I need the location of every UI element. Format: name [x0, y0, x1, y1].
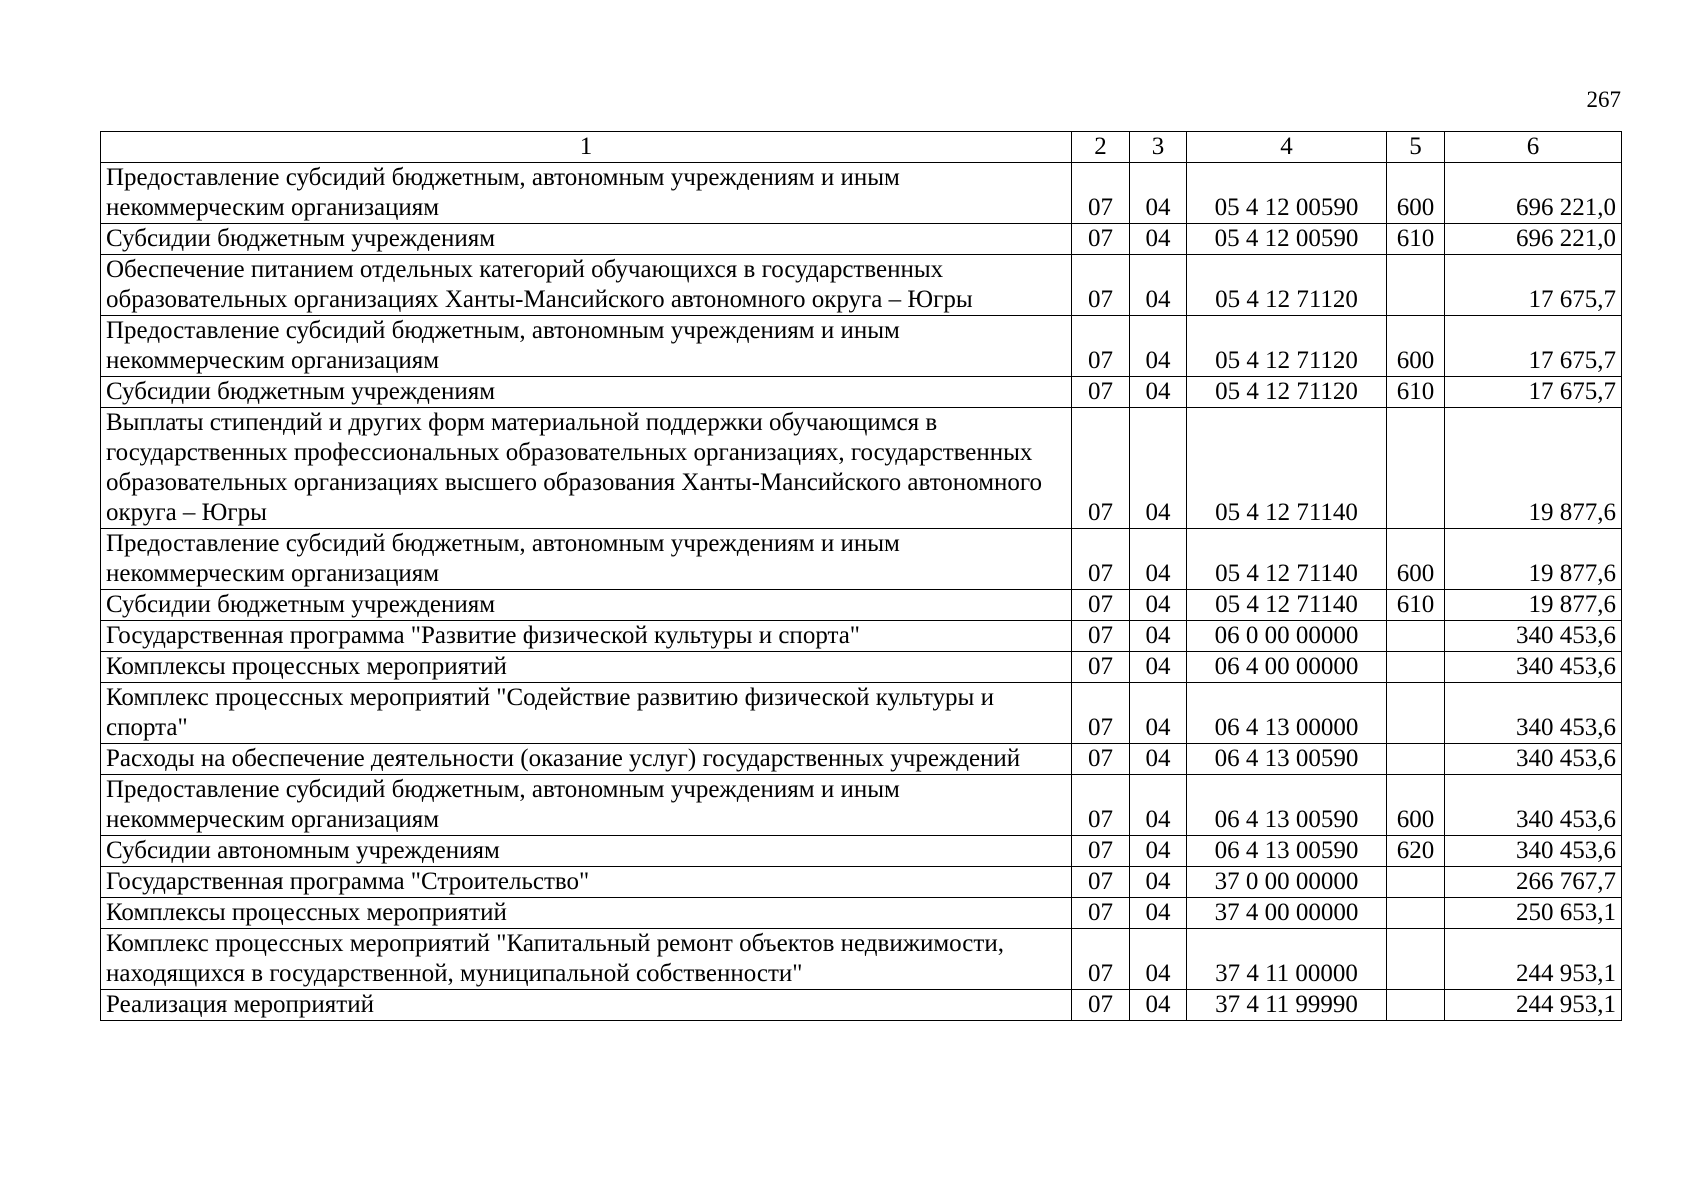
row-expense-type-cell: 600 [1387, 775, 1445, 836]
row-target-article-cell: 05 4 12 71140 [1187, 590, 1387, 621]
row-target-article-cell: 37 4 11 00000 [1187, 929, 1387, 990]
row-amount-cell: 696 221,0 [1445, 224, 1622, 255]
row-section-cell: 07 [1072, 255, 1130, 316]
column-header: 3 [1130, 132, 1187, 163]
row-subsection-cell: 04 [1130, 867, 1187, 898]
column-header: 2 [1072, 132, 1130, 163]
row-name-cell: Предоставление субсидий бюджетным, автономным учреждениям и иным некоммерческим организациям [101, 316, 1072, 377]
row-expense-type-cell [1387, 867, 1445, 898]
table-row [101, 929, 1622, 990]
column-header: 4 [1187, 132, 1387, 163]
row-amount-cell: 244 953,1 [1445, 929, 1622, 990]
table-row [101, 590, 1622, 621]
header-row [101, 132, 1622, 163]
table-row [101, 836, 1622, 867]
row-section-cell: 07 [1072, 529, 1130, 590]
row-subsection-cell: 04 [1130, 652, 1187, 683]
row-section-cell: 07 [1072, 224, 1130, 255]
row-section-cell: 07 [1072, 163, 1130, 224]
row-target-article-cell: 06 4 00 00000 [1187, 652, 1387, 683]
row-name-cell: Государственная программа "Строительство" [101, 867, 1072, 898]
row-name-cell: Предоставление субсидий бюджетным, автономным учреждениям и иным некоммерческим организациям [101, 775, 1072, 836]
row-target-article-cell: 05 4 12 71120 [1187, 377, 1387, 408]
row-subsection-cell: 04 [1130, 990, 1187, 1021]
row-subsection-cell: 04 [1130, 224, 1187, 255]
row-subsection-cell: 04 [1130, 163, 1187, 224]
row-target-article-cell: 06 4 13 00590 [1187, 836, 1387, 867]
table-body [101, 163, 1622, 1021]
page-number: 267 [1586, 87, 1621, 112]
row-amount-cell: 266 767,7 [1445, 867, 1622, 898]
row-name-cell: Субсидии автономным учреждениям [101, 836, 1072, 867]
table-row [101, 652, 1622, 683]
row-target-article-cell: 05 4 12 71140 [1187, 408, 1387, 529]
row-expense-type-cell [1387, 990, 1445, 1021]
row-section-cell: 07 [1072, 898, 1130, 929]
row-amount-cell: 696 221,0 [1445, 163, 1622, 224]
row-subsection-cell: 04 [1130, 775, 1187, 836]
table-row [101, 316, 1622, 377]
row-expense-type-cell: 620 [1387, 836, 1445, 867]
row-section-cell: 07 [1072, 316, 1130, 377]
row-expense-type-cell [1387, 255, 1445, 316]
table-row [101, 408, 1622, 529]
row-subsection-cell: 04 [1130, 255, 1187, 316]
row-section-cell: 07 [1072, 408, 1130, 529]
row-name-cell: Субсидии бюджетным учреждениям [101, 377, 1072, 408]
table-row [101, 255, 1622, 316]
row-section-cell: 07 [1072, 621, 1130, 652]
row-target-article-cell: 06 4 13 00590 [1187, 744, 1387, 775]
row-subsection-cell: 04 [1130, 316, 1187, 377]
column-header: 1 [101, 132, 1072, 163]
row-subsection-cell: 04 [1130, 898, 1187, 929]
table-row [101, 775, 1622, 836]
budget-table [100, 131, 1622, 1021]
row-name-cell: Предоставление субсидий бюджетным, автономным учреждениям и иным некоммерческим организациям [101, 163, 1072, 224]
row-amount-cell: 340 453,6 [1445, 744, 1622, 775]
row-section-cell: 07 [1072, 867, 1130, 898]
row-target-article-cell: 06 0 00 00000 [1187, 621, 1387, 652]
row-amount-cell: 19 877,6 [1445, 590, 1622, 621]
row-name-cell: Обеспечение питанием отдельных категорий обучающихся в государственных образовательных организациях Ханты-Мансийского автономного округа – Югры [101, 255, 1072, 316]
row-subsection-cell: 04 [1130, 683, 1187, 744]
row-name-cell: Комплекс процессных мероприятий "Капитальный ремонт объектов недвижимости, находящихся в государственной, муниципальной собственности" [101, 929, 1072, 990]
row-amount-cell: 340 453,6 [1445, 652, 1622, 683]
row-target-article-cell: 05 4 12 71140 [1187, 529, 1387, 590]
row-amount-cell: 340 453,6 [1445, 683, 1622, 744]
row-target-article-cell: 05 4 12 71120 [1187, 255, 1387, 316]
row-amount-cell: 19 877,6 [1445, 529, 1622, 590]
row-subsection-cell: 04 [1130, 621, 1187, 652]
row-name-cell: Комплекс процессных мероприятий "Содействие развитию физической культуры и спорта" [101, 683, 1072, 744]
row-target-article-cell: 37 4 11 99990 [1187, 990, 1387, 1021]
column-header: 6 [1445, 132, 1622, 163]
row-expense-type-cell: 600 [1387, 529, 1445, 590]
row-amount-cell: 19 877,6 [1445, 408, 1622, 529]
row-subsection-cell: 04 [1130, 408, 1187, 529]
row-expense-type-cell: 600 [1387, 316, 1445, 377]
row-target-article-cell: 06 4 13 00590 [1187, 775, 1387, 836]
table-row [101, 621, 1622, 652]
row-expense-type-cell [1387, 683, 1445, 744]
row-section-cell: 07 [1072, 990, 1130, 1021]
row-amount-cell: 17 675,7 [1445, 377, 1622, 408]
row-expense-type-cell [1387, 929, 1445, 990]
row-expense-type-cell: 600 [1387, 163, 1445, 224]
row-name-cell: Комплексы процессных мероприятий [101, 898, 1072, 929]
row-expense-type-cell [1387, 621, 1445, 652]
row-name-cell: Предоставление субсидий бюджетным, автономным учреждениям и иным некоммерческим организациям [101, 529, 1072, 590]
row-target-article-cell: 06 4 13 00000 [1187, 683, 1387, 744]
row-name-cell: Выплаты стипендий и других форм материальной поддержки обучающимся в государственных профессиональных образовательных организациях, государственных образовательных организациях высшего образования Ханты-Мансийского автономного округа – Югры [101, 408, 1072, 529]
row-section-cell: 07 [1072, 836, 1130, 867]
table-row [101, 990, 1622, 1021]
table-row [101, 163, 1622, 224]
table-row [101, 744, 1622, 775]
table-row [101, 867, 1622, 898]
row-amount-cell: 17 675,7 [1445, 316, 1622, 377]
table-row [101, 529, 1622, 590]
row-section-cell: 07 [1072, 775, 1130, 836]
row-section-cell: 07 [1072, 590, 1130, 621]
row-section-cell: 07 [1072, 929, 1130, 990]
row-expense-type-cell [1387, 744, 1445, 775]
row-section-cell: 07 [1072, 744, 1130, 775]
row-amount-cell: 340 453,6 [1445, 621, 1622, 652]
row-target-article-cell: 05 4 12 00590 [1187, 224, 1387, 255]
row-subsection-cell: 04 [1130, 929, 1187, 990]
row-section-cell: 07 [1072, 377, 1130, 408]
row-target-article-cell: 37 4 00 00000 [1187, 898, 1387, 929]
row-expense-type-cell: 610 [1387, 224, 1445, 255]
row-subsection-cell: 04 [1130, 744, 1187, 775]
row-target-article-cell: 05 4 12 00590 [1187, 163, 1387, 224]
row-amount-cell: 340 453,6 [1445, 775, 1622, 836]
row-name-cell: Субсидии бюджетным учреждениям [101, 224, 1072, 255]
row-name-cell: Государственная программа "Развитие физической культуры и спорта" [101, 621, 1072, 652]
row-amount-cell: 340 453,6 [1445, 836, 1622, 867]
column-header: 5 [1387, 132, 1445, 163]
row-subsection-cell: 04 [1130, 590, 1187, 621]
table-row [101, 377, 1622, 408]
row-expense-type-cell [1387, 652, 1445, 683]
row-amount-cell: 244 953,1 [1445, 990, 1622, 1021]
row-name-cell: Реализация мероприятий [101, 990, 1072, 1021]
row-section-cell: 07 [1072, 652, 1130, 683]
row-expense-type-cell [1387, 898, 1445, 929]
row-expense-type-cell: 610 [1387, 590, 1445, 621]
row-section-cell: 07 [1072, 683, 1130, 744]
table-row [101, 683, 1622, 744]
row-name-cell: Комплексы процессных мероприятий [101, 652, 1072, 683]
row-subsection-cell: 04 [1130, 529, 1187, 590]
row-name-cell: Расходы на обеспечение деятельности (оказание услуг) государственных учреждений [101, 744, 1072, 775]
row-amount-cell: 250 653,1 [1445, 898, 1622, 929]
table-row [101, 898, 1622, 929]
table-row [101, 224, 1622, 255]
row-amount-cell: 17 675,7 [1445, 255, 1622, 316]
row-target-article-cell: 05 4 12 71120 [1187, 316, 1387, 377]
row-expense-type-cell [1387, 408, 1445, 529]
row-subsection-cell: 04 [1130, 377, 1187, 408]
row-subsection-cell: 04 [1130, 836, 1187, 867]
row-expense-type-cell: 610 [1387, 377, 1445, 408]
row-target-article-cell: 37 0 00 00000 [1187, 867, 1387, 898]
row-name-cell: Субсидии бюджетным учреждениям [101, 590, 1072, 621]
